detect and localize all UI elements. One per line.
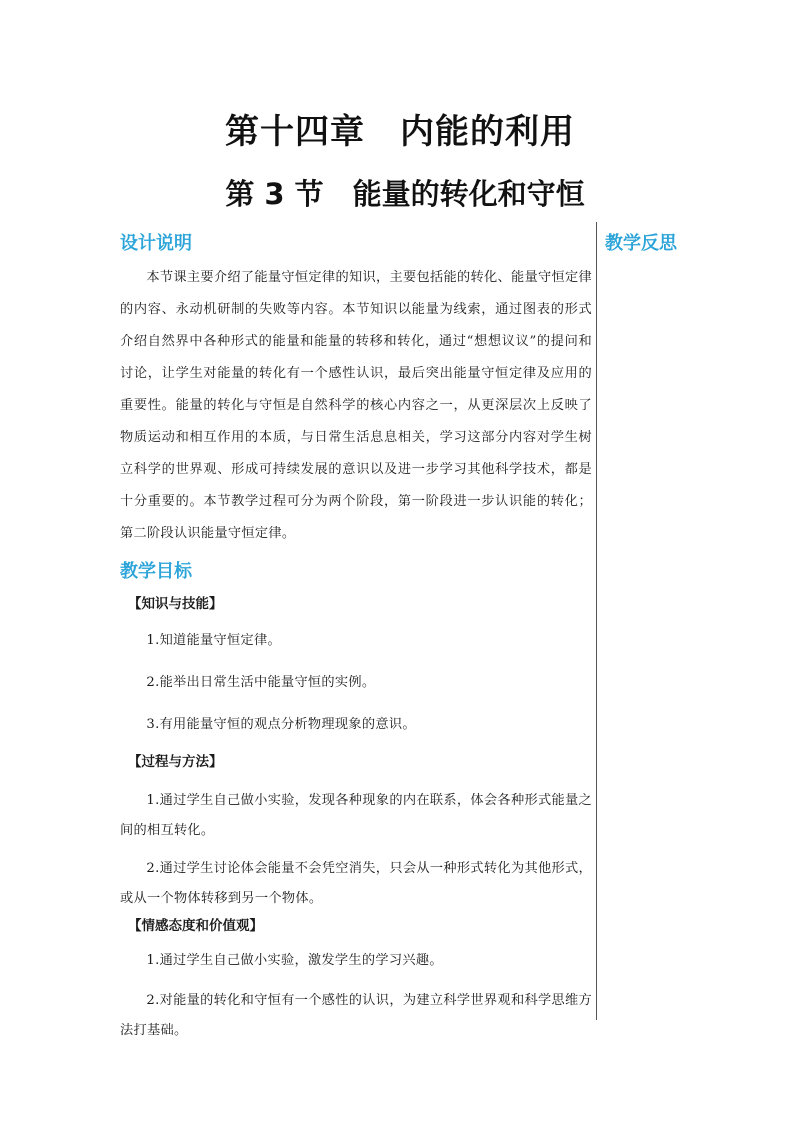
column-divider (596, 222, 597, 1020)
knowledge-item-1: 1.知道能量守恒定律。 (146, 633, 281, 648)
emotion-item-1: 1.通过学生自己做小实验，激发学生的学习兴趣。 (146, 953, 443, 968)
process-methods-label: 【过程与方法】 (128, 754, 223, 770)
section-title: 第 3 节 能量的转化和守恒 (225, 177, 585, 211)
emotion-values-label: 【情感态度和价值观】 (128, 918, 263, 934)
sidebar-column (605, 228, 765, 260)
design-note-body: 本节课主要介绍了能量守恒定律的知识，主要包括能的转化、能量守恒定律的内容、永动机研制的失败等内容。本节知识以能量为线索，通过图表的形式介绍自然界中各种形式的能量和能量的转移和转化，通过“想想议议”的提问和讨论，让学生对能量的转化有一个感性认识，最后突出能量守恒定律及应用的重要性。能量的转化与守恒是自然科学的核心内容之一，从更深层次上反映了物质运动和相互作用的本质，与日常生活息息相关，学习这部分内容对学生树立科学的世界观、形成可持续发展的意识以及进一步学习其他科学技术，都是十分重要的。本节教学过程可分为两个阶段，第一阶段进一步认识能的转化；第二阶段认识能量守恒定律。 (120, 270, 592, 541)
objectives-heading: 教学目标 (120, 561, 192, 582)
knowledge-item-3: 3.有用能量守恒的观点分析物理现象的意识。 (146, 717, 416, 732)
knowledge-item-2: 2.能举出日常生活中能量守恒的实例。 (146, 675, 376, 690)
chapter-title: 第十四章 内能的利用 (225, 112, 575, 152)
reflection-heading: 教学反思 (605, 233, 677, 254)
emotion-item-2: 2.对能量的转化和守恒有一个感性的认识，为建立科学世界观和科学思维方法打基础。 (120, 993, 592, 1038)
main-column (120, 228, 592, 1046)
knowledge-skills-label: 【知识与技能】 (128, 596, 223, 612)
design-note-heading: 设计说明 (120, 233, 192, 254)
process-item-2: 2.通过学生讨论体会能量不会凭空消失，只会从一种形式转化为其他形式，或从一个物体转移到另一个物体。 (120, 861, 592, 906)
process-item-1: 1.通过学生自己做小实验，发现各种现象的内在联系，体会各种形式能量之间的相互转化。 (120, 793, 592, 838)
